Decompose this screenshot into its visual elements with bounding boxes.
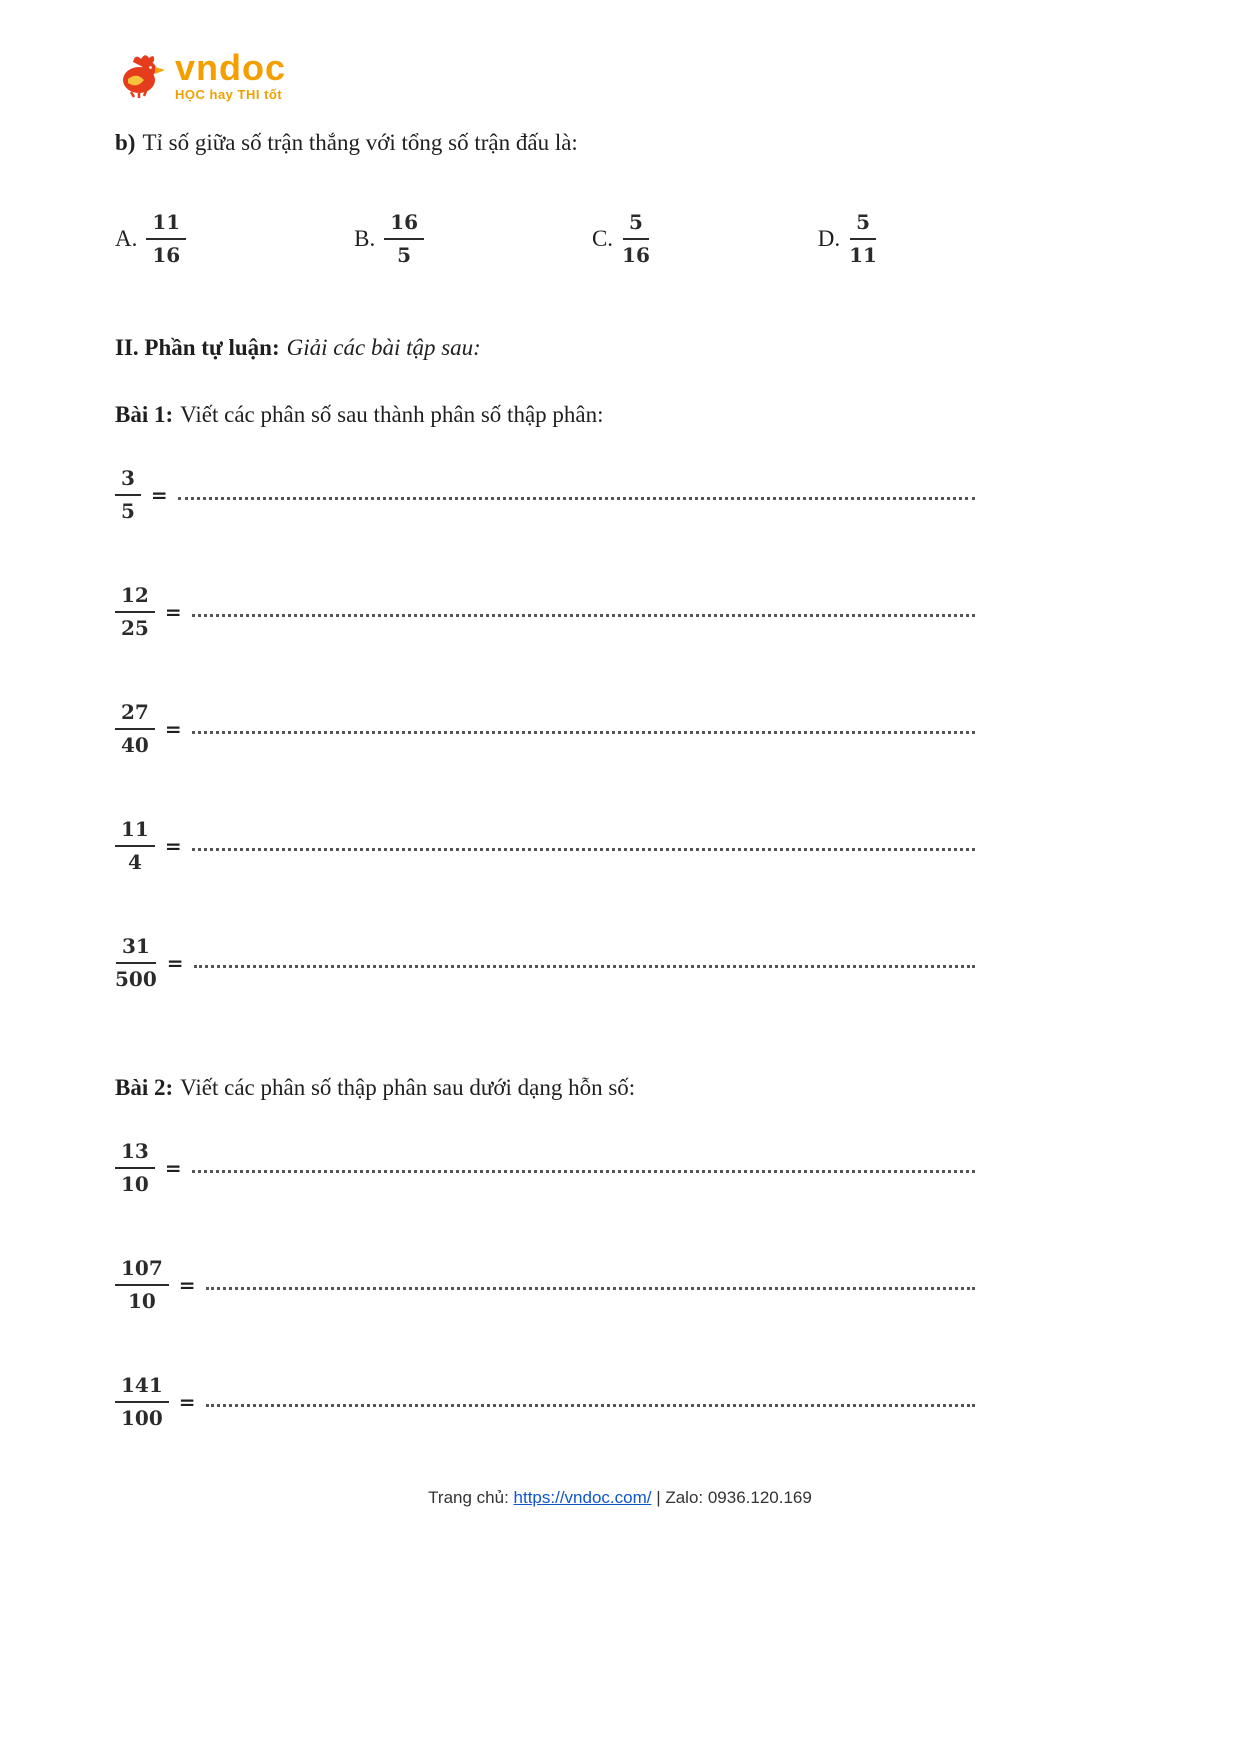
page-footer (0, 1488, 1240, 1508)
fraction-denominator: 4 (127, 850, 142, 875)
answer-row (115, 1371, 975, 1433)
fraction-numerator: 12 (115, 583, 155, 613)
question-b (115, 127, 975, 158)
fraction-numerator: 5 (623, 210, 649, 240)
option-c-fraction (622, 210, 650, 268)
fraction-numerator: 107 (115, 1256, 169, 1286)
equals-sign: = (150, 483, 168, 508)
answer-row (115, 1254, 975, 1316)
answer-row (115, 464, 975, 526)
section-2-text: Giải các bài tập sau: (286, 335, 481, 361)
fraction-denominator: 5 (397, 243, 412, 268)
logo-tagline: HỌC hay THI tốt (175, 87, 283, 102)
equals-sign: = (166, 951, 184, 976)
fraction-numerator: 13 (115, 1139, 155, 1169)
bai-2-label: Bài 2: (115, 1075, 174, 1101)
fraction (115, 1373, 169, 1431)
fraction-denominator: 10 (121, 1172, 149, 1197)
answer-blank-line (192, 725, 975, 734)
option-c (592, 210, 650, 268)
fraction (115, 583, 155, 641)
fraction-numerator: 141 (115, 1373, 169, 1403)
fraction (115, 700, 155, 758)
equals-sign: = (164, 600, 182, 625)
fraction-denominator: 5 (121, 499, 135, 524)
fraction-numerator: 31 (116, 934, 156, 964)
fraction-numerator: 3 (115, 466, 141, 496)
equals-sign: = (164, 834, 182, 859)
fraction (115, 934, 157, 992)
fraction (115, 466, 141, 524)
option-c-label: C. (591, 226, 614, 252)
bai-1-label: Bài 1: (115, 402, 174, 428)
fraction-denominator: 10 (127, 1289, 156, 1314)
equals-sign: = (164, 1156, 182, 1181)
fraction-denominator: 100 (121, 1406, 163, 1431)
footer-suffix: | Zalo: 0936.120.169 (651, 1488, 812, 1507)
bai-1-text: Viết các phân số sau thành phân số thập phân: (180, 402, 604, 428)
answer-blank-line (194, 959, 975, 968)
option-d-fraction (849, 210, 877, 268)
answer-blank-line (206, 1281, 975, 1290)
option-a-label: A. (115, 226, 138, 252)
choice-options-row (115, 210, 877, 268)
equals-sign: = (178, 1390, 196, 1415)
answer-blank-line (206, 1398, 975, 1407)
bai-2-heading (115, 1072, 975, 1103)
option-b (354, 210, 424, 268)
answer-blank-line (178, 491, 975, 500)
fraction-numerator: 5 (850, 210, 876, 240)
rooster-logo-icon (115, 50, 169, 98)
option-b-label: B. (354, 226, 376, 252)
bai-1-heading (115, 399, 975, 430)
fraction-numerator: 11 (146, 210, 186, 240)
answer-blank-line (192, 1164, 975, 1173)
fraction (115, 1139, 155, 1197)
option-a (115, 210, 186, 268)
equals-sign: = (164, 717, 182, 742)
fraction-denominator: 11 (849, 243, 877, 268)
answer-row (115, 698, 975, 760)
fraction-denominator: 25 (121, 616, 149, 641)
answer-blank-line (192, 608, 975, 617)
section-2-label: II. Phần tự luận: (115, 335, 280, 361)
footer-prefix: Trang chủ: (428, 1488, 514, 1507)
fraction-denominator: 500 (115, 967, 157, 992)
answer-row (115, 815, 975, 877)
question-b-label: b) (115, 130, 136, 155)
fraction-denominator: 16 (622, 243, 650, 268)
fraction (115, 1256, 169, 1314)
option-a-fraction (146, 210, 186, 268)
fraction-denominator: 16 (152, 243, 181, 268)
option-b-fraction (384, 210, 424, 268)
fraction-numerator: 11 (115, 817, 155, 847)
equals-sign: = (178, 1273, 196, 1298)
footer-home-link[interactable]: https://vndoc.com/ (513, 1488, 652, 1507)
fraction-numerator: 16 (384, 210, 424, 240)
option-d (818, 210, 877, 268)
answer-row (115, 932, 975, 994)
logo-brand: vndoc (175, 47, 287, 88)
answer-blank-line (192, 842, 975, 851)
fraction (115, 817, 155, 875)
option-d-label: D. (817, 226, 841, 252)
logo-text (175, 47, 287, 102)
fraction-denominator: 40 (121, 733, 149, 758)
section-2-heading (115, 332, 975, 363)
fraction-numerator: 27 (115, 700, 155, 730)
bai-2-text: Viết các phân số thập phân sau dưới dạng hỗn số: (180, 1075, 636, 1101)
vndoc-logo (115, 47, 975, 102)
answer-row (115, 581, 975, 643)
question-b-text: Tỉ số giữa số trận thắng với tổng số trận đấu là: (142, 130, 578, 155)
answer-row (115, 1137, 975, 1199)
